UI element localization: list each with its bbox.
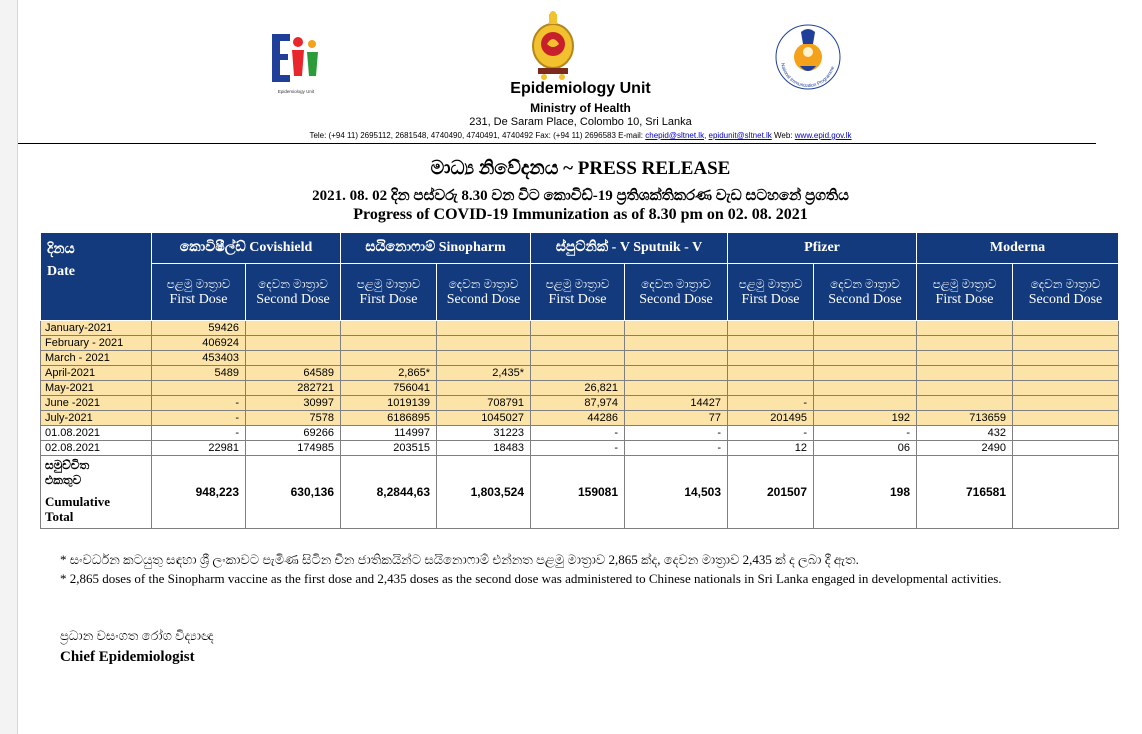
table-cell bbox=[152, 381, 246, 396]
table-cell bbox=[625, 381, 728, 396]
row-date: February - 2021 bbox=[41, 336, 152, 351]
table-cell bbox=[917, 336, 1013, 351]
table-row bbox=[41, 411, 1119, 426]
dose-header-si: පළමු මාත්‍රාව bbox=[932, 277, 997, 291]
date-header bbox=[41, 233, 152, 321]
table-cell bbox=[531, 321, 625, 336]
dose-header-si: පළමු මාත්‍රාව bbox=[166, 277, 231, 291]
sri-lanka-emblem bbox=[528, 10, 578, 82]
table-cell: 708791 bbox=[437, 396, 531, 411]
table-cell: 12 bbox=[728, 441, 814, 456]
table-row bbox=[41, 426, 1119, 441]
table-cell bbox=[1013, 366, 1119, 381]
dose-header bbox=[917, 264, 1013, 321]
dose-header bbox=[531, 264, 625, 321]
table-row bbox=[41, 351, 1119, 366]
table-cell bbox=[728, 321, 814, 336]
table-cell bbox=[246, 336, 341, 351]
table-row bbox=[41, 321, 1119, 336]
cumulative-total-label bbox=[41, 456, 152, 529]
left-logo-caption: Epidemiology Unit bbox=[277, 89, 315, 94]
table-cell bbox=[917, 396, 1013, 411]
vaccine-header-pfizer: Pfizer bbox=[728, 233, 917, 264]
table-cell bbox=[437, 381, 531, 396]
dose-header-en: Second Dose bbox=[639, 292, 713, 307]
dose-header-si: දෙවන මාත්‍රාව bbox=[830, 277, 900, 291]
dose-header bbox=[246, 264, 341, 321]
table-cell: 432 bbox=[917, 426, 1013, 441]
table-cell bbox=[814, 366, 917, 381]
email-link-chepid[interactable]: chepid@sltnet.lk bbox=[645, 131, 705, 140]
table-cell bbox=[437, 336, 531, 351]
contact-prefix: Tele: (+94 11) 2695112, 2681548, 4740490, 4740491, 4740492 Fax: (+94 11) 2696583 E-mail: bbox=[309, 131, 646, 140]
table-cell: 31223 bbox=[437, 426, 531, 441]
press-release-subtitle-si: 2021. 08. 02 දින පස්වරු 8.30 වන විට කොවිඩ්-19 ප්‍රතිශක්තිකරණ වැඩ සටහනේ ප්‍රගතිය bbox=[312, 188, 849, 204]
table-cell: 2,865* bbox=[341, 366, 437, 381]
table-cell bbox=[728, 366, 814, 381]
dose-header-si: දෙවන මාත්‍රාව bbox=[1030, 277, 1101, 291]
table-cell: 59426 bbox=[152, 321, 246, 336]
table-cell bbox=[437, 321, 531, 336]
total-cell bbox=[1013, 456, 1119, 529]
dose-header-en: First Dose bbox=[169, 292, 228, 307]
table-cell bbox=[341, 351, 437, 366]
dose-header-en: First Dose bbox=[359, 292, 418, 307]
table-cell bbox=[728, 336, 814, 351]
dose-header-si: පළමු මාත්‍රාව bbox=[545, 277, 610, 291]
table-cell bbox=[531, 351, 625, 366]
dose-header-en: First Dose bbox=[548, 292, 607, 307]
table-cell bbox=[917, 381, 1013, 396]
table-cell: 7578 bbox=[246, 411, 341, 426]
table-cell: 30997 bbox=[246, 396, 341, 411]
table-cell: 201495 bbox=[728, 411, 814, 426]
table-cell bbox=[246, 351, 341, 366]
press-release-subtitle-en: Progress of COVID-19 Immunization as of 8.30 pm on 02. 08. 2021 bbox=[353, 206, 808, 223]
total-label-en: Cumulative Total bbox=[45, 494, 110, 524]
table-cell bbox=[728, 381, 814, 396]
dose-header bbox=[814, 264, 917, 321]
signature-title-si: ප්‍රධාන වසංගත රෝග විද්‍යාඥ bbox=[60, 628, 214, 643]
row-date: 01.08.2021 bbox=[41, 426, 152, 441]
table-cell: 44286 bbox=[531, 411, 625, 426]
table-cell bbox=[625, 336, 728, 351]
cumulative-total-row bbox=[41, 456, 1119, 529]
total-cell: 198 bbox=[814, 456, 917, 529]
table-cell: 14427 bbox=[625, 396, 728, 411]
table-cell bbox=[1013, 336, 1119, 351]
table-cell bbox=[1013, 441, 1119, 456]
dose-header-en: Second Dose bbox=[446, 292, 521, 307]
footnote-si: * සංවර්ධන කටයුතු සඳහා ශ්‍රී ලංකාවට පැමිණ සිටින චීන ජාතිකයින්ට සයිනොෆාම් එන්නත පළමු මාත්‍රාව 2,865 ක්ද, දෙවන මාත්‍රාව 2,435 ක් ද ලබා දී ඇත. bbox=[60, 552, 859, 567]
table-row bbox=[41, 441, 1119, 456]
table-cell: 22981 bbox=[152, 441, 246, 456]
email-link-epidunit[interactable]: epidunit@sltnet.lk bbox=[708, 131, 772, 140]
vaccine-header-covishield: කොවිෂීල්ඩ් Covishield bbox=[152, 233, 341, 264]
press-release-title: මාධ්‍ය නිවේදනය ~ PRESS RELEASE bbox=[430, 158, 731, 179]
dose-header-en: Second Dose bbox=[828, 292, 902, 307]
address: 231, De Saram Place, Colombo 10, Sri Lanka bbox=[469, 116, 692, 128]
table-cell: 282721 bbox=[246, 381, 341, 396]
dose-header bbox=[437, 264, 531, 321]
dose-header bbox=[625, 264, 728, 321]
table-cell bbox=[814, 351, 917, 366]
dose-header-si: පළමු මාත්‍රාව bbox=[738, 277, 803, 291]
dose-header-en: Second Dose bbox=[1028, 292, 1103, 307]
org-name: Epidemiology Unit bbox=[510, 80, 651, 97]
table-cell bbox=[625, 351, 728, 366]
table-cell: 406924 bbox=[152, 336, 246, 351]
row-date: April-2021 bbox=[41, 366, 152, 381]
table-cell bbox=[1013, 411, 1119, 426]
table-cell: 1045027 bbox=[437, 411, 531, 426]
table-cell: - bbox=[152, 411, 246, 426]
table-cell: - bbox=[531, 441, 625, 456]
table-cell: 192 bbox=[814, 411, 917, 426]
table-cell: 713659 bbox=[917, 411, 1013, 426]
table-cell: 6186895 bbox=[341, 411, 437, 426]
table-cell bbox=[625, 321, 728, 336]
total-cell: 14,503 bbox=[625, 456, 728, 529]
table-cell: 06 bbox=[814, 441, 917, 456]
email-separator: , bbox=[704, 131, 709, 140]
table-cell: 2,435* bbox=[437, 366, 531, 381]
table-cell: - bbox=[531, 426, 625, 441]
web-link[interactable]: www.epid.gov.lk bbox=[794, 131, 852, 140]
table-cell bbox=[1013, 321, 1119, 336]
dose-header-si: පළමු මාත්‍රාව bbox=[356, 277, 421, 291]
row-date: May-2021 bbox=[41, 381, 152, 396]
table-cell: 2490 bbox=[917, 441, 1013, 456]
table-cell: 18483 bbox=[437, 441, 531, 456]
total-cell: 1,803,524 bbox=[437, 456, 531, 529]
dose-header bbox=[341, 264, 437, 321]
total-cell: 630,136 bbox=[246, 456, 341, 529]
date-header-si: දිනය bbox=[47, 242, 75, 257]
contact-line bbox=[18, 131, 1142, 140]
table-cell bbox=[531, 366, 625, 381]
table-cell: 756041 bbox=[341, 381, 437, 396]
table-cell: 64589 bbox=[246, 366, 341, 381]
table-cell bbox=[1013, 426, 1119, 441]
footnote-en: * 2,865 doses of the Sinopharm vaccine as the first dose and 2,435 doses as the second dose was administered to Chinese nationals in Sri Lanka engaged in developmental activities. bbox=[60, 571, 1002, 586]
table-cell: - bbox=[625, 441, 728, 456]
table-cell: - bbox=[625, 426, 728, 441]
table-cell bbox=[814, 396, 917, 411]
table-cell: 69266 bbox=[246, 426, 341, 441]
total-cell: 159081 bbox=[531, 456, 625, 529]
dose-header-en: First Dose bbox=[741, 292, 800, 307]
total-cell: 8,2844,63 bbox=[341, 456, 437, 529]
row-date: June -2021 bbox=[41, 396, 152, 411]
date-header-en: Date bbox=[47, 264, 75, 279]
vaccine-header-moderna: Moderna bbox=[917, 233, 1119, 264]
table-cell: - bbox=[728, 426, 814, 441]
table-cell: 203515 bbox=[341, 441, 437, 456]
table-cell: 114997 bbox=[341, 426, 437, 441]
table-cell bbox=[531, 336, 625, 351]
table-cell bbox=[917, 366, 1013, 381]
immunization-table bbox=[40, 232, 1119, 529]
dose-header-si: දෙවන මාත්‍රාව bbox=[448, 277, 519, 291]
table-cell: - bbox=[814, 426, 917, 441]
table-cell: 77 bbox=[625, 411, 728, 426]
table-row bbox=[41, 366, 1119, 381]
total-cell: 716581 bbox=[917, 456, 1013, 529]
table-cell: - bbox=[728, 396, 814, 411]
dose-header bbox=[728, 264, 814, 321]
header-divider bbox=[18, 143, 1096, 144]
table-row bbox=[41, 336, 1119, 351]
table-cell: - bbox=[152, 396, 246, 411]
table-cell bbox=[341, 336, 437, 351]
table-cell bbox=[1013, 381, 1119, 396]
ministry-name: Ministry of Health bbox=[530, 101, 631, 115]
vaccine-header-sputnik: ස්පුට්නික් - V Sputnik - V bbox=[531, 233, 728, 264]
table-cell bbox=[437, 351, 531, 366]
dose-header-en: First Dose bbox=[935, 292, 994, 307]
total-cell: 948,223 bbox=[152, 456, 246, 529]
table-row bbox=[41, 396, 1119, 411]
table-cell bbox=[246, 321, 341, 336]
table-cell bbox=[814, 336, 917, 351]
dose-header bbox=[1013, 264, 1119, 321]
table-cell bbox=[341, 321, 437, 336]
right-logo-caption: National Immunization Programme bbox=[779, 62, 837, 90]
total-label-si: සමුච්චිත එකතුව bbox=[45, 458, 90, 487]
row-date: January-2021 bbox=[41, 321, 152, 336]
row-date: March - 2021 bbox=[41, 351, 152, 366]
dose-header bbox=[152, 264, 246, 321]
table-cell: 174985 bbox=[246, 441, 341, 456]
row-date: July-2021 bbox=[41, 411, 152, 426]
table-cell bbox=[814, 381, 917, 396]
table-cell bbox=[917, 321, 1013, 336]
table-cell bbox=[1013, 396, 1119, 411]
total-cell: 201507 bbox=[728, 456, 814, 529]
table-cell: 5489 bbox=[152, 366, 246, 381]
table-cell: - bbox=[152, 426, 246, 441]
table-row bbox=[41, 381, 1119, 396]
dose-header-si: දෙවන මාත්‍රාව bbox=[641, 277, 711, 291]
table-cell: 87,974 bbox=[531, 396, 625, 411]
document-page bbox=[17, 0, 1142, 734]
signature-title-en: Chief Epidemiologist bbox=[60, 649, 195, 665]
dose-header-en: Second Dose bbox=[256, 292, 330, 307]
table-cell: 1019139 bbox=[341, 396, 437, 411]
table-cell bbox=[917, 351, 1013, 366]
dose-header-si: දෙවන මාත්‍රාව bbox=[258, 277, 328, 291]
web-prefix: Web: bbox=[771, 131, 795, 140]
table-cell: 453403 bbox=[152, 351, 246, 366]
table-cell bbox=[814, 321, 917, 336]
table-cell bbox=[625, 366, 728, 381]
table-cell: 26,821 bbox=[531, 381, 625, 396]
row-date: 02.08.2021 bbox=[41, 441, 152, 456]
vaccine-header-sinopharm: සයිනොෆාම් Sinopharm bbox=[341, 233, 531, 264]
table-cell bbox=[1013, 351, 1119, 366]
table-cell bbox=[728, 351, 814, 366]
